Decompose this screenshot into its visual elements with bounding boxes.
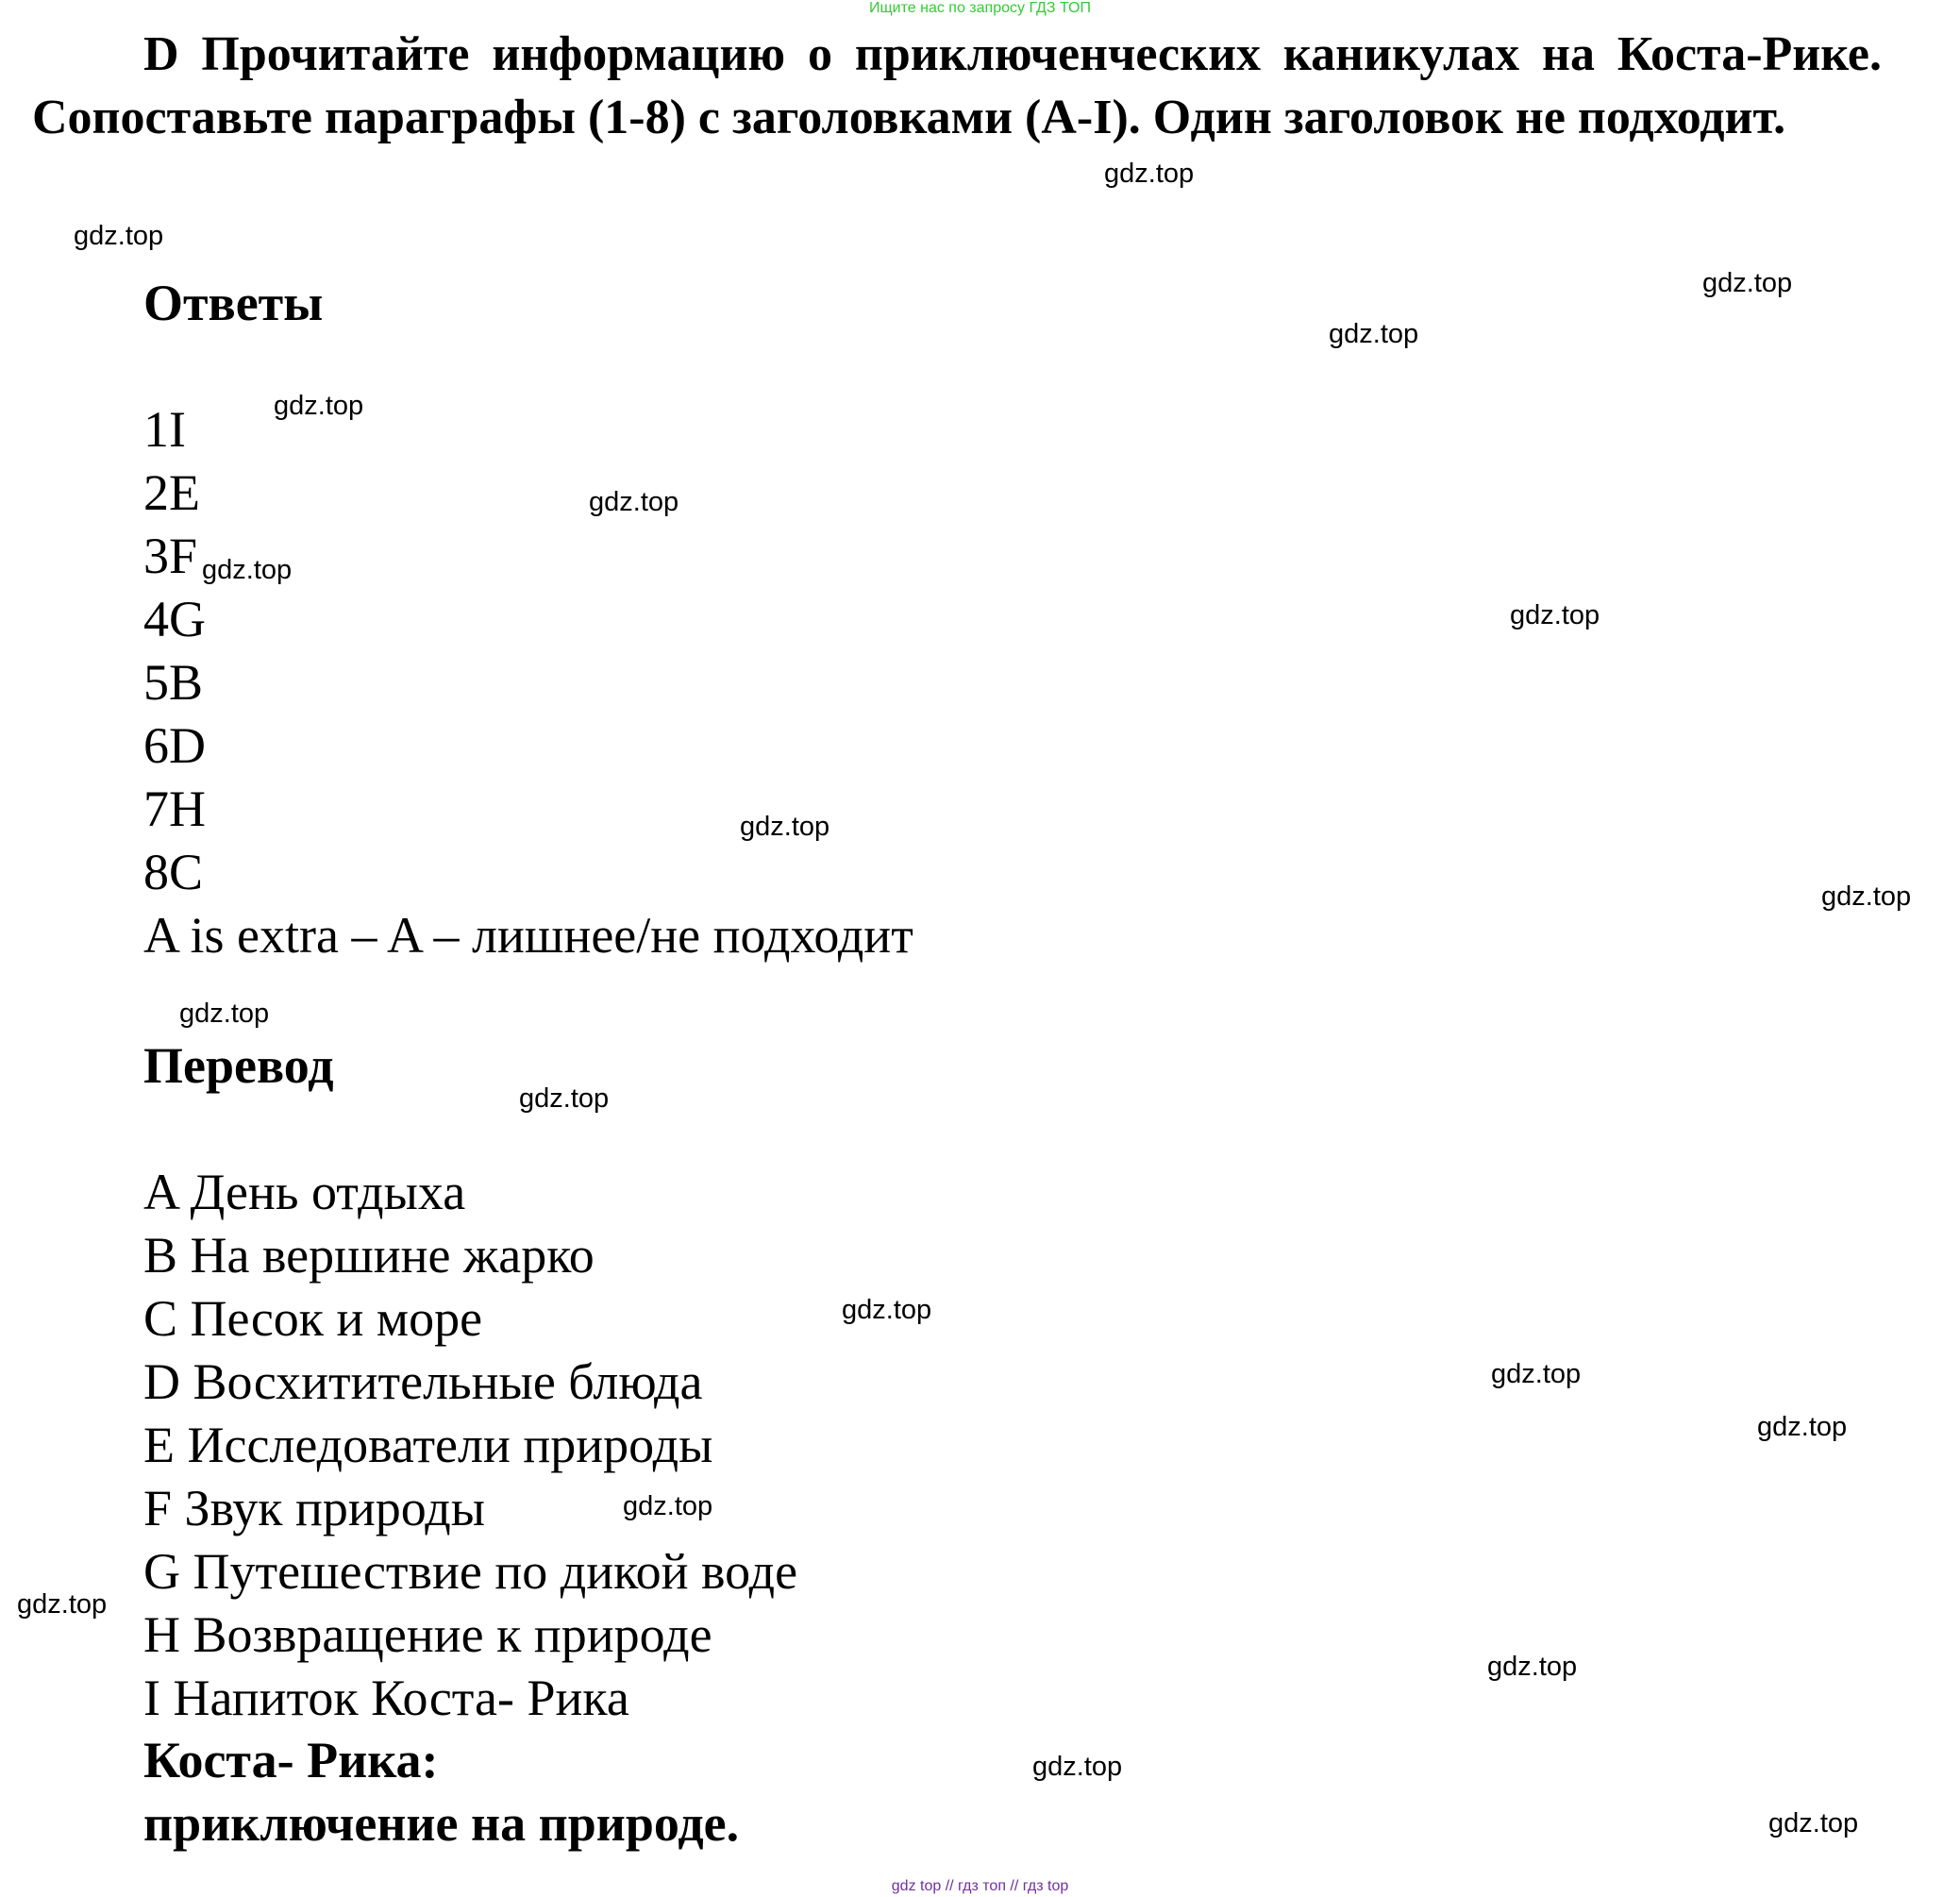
watermark: gdz.top (519, 1083, 610, 1114)
watermark: gdz.top (1510, 600, 1600, 630)
watermark: gdz.top (17, 1589, 108, 1620)
answer-item: 1I (143, 401, 186, 458)
watermark: gdz.top (1768, 1808, 1859, 1838)
translation-item: F Звук природы (143, 1480, 485, 1536)
answer-item: 6D (143, 717, 206, 774)
article-title (143, 1729, 739, 1855)
top-banner: Ищите нас по запросу ГДЗ ТОП (869, 0, 1091, 16)
article-title-line1: Коста- Рика: (143, 1732, 439, 1788)
answer-item: 7H (143, 781, 206, 837)
translation-item: A День отдыха (143, 1164, 466, 1220)
article-title-line2: приключение на природе. (143, 1795, 740, 1852)
watermark: gdz.top (1032, 1752, 1123, 1782)
watermark: gdz.top (274, 391, 364, 421)
watermark: gdz.top (202, 555, 293, 585)
watermark: gdz.top (740, 812, 830, 842)
watermark: gdz.top (1821, 881, 1912, 912)
answer-extra-note: A is extra – A – лишнее/не подходит (143, 907, 913, 964)
watermark: gdz.top (842, 1295, 932, 1325)
translation-item: E Исследователи природы (143, 1417, 713, 1473)
watermark: gdz.top (589, 487, 679, 517)
translations-list (143, 1161, 797, 1730)
answers-heading: Ответы (143, 275, 324, 331)
watermark: gdz.top (1702, 268, 1793, 298)
watermark: gdz.top (1487, 1652, 1578, 1682)
watermark: gdz.top (74, 221, 164, 251)
translation-item: B На вершине жарко (143, 1227, 595, 1284)
answer-item: 3F (143, 528, 198, 584)
answers-list (143, 398, 913, 967)
task-instruction: D Прочитайте информацию о приключенческих каникулах на Коста-Рике. Сопоставьте параграфы (1-8) с заголовками (A-I). Один заголовок не подходит. (32, 27, 1882, 144)
translation-item: H Возвращение к природе (143, 1606, 712, 1663)
translation-item: I Напиток Коста- Рика (143, 1670, 629, 1726)
answer-item: 8C (143, 844, 204, 900)
watermark: gdz.top (1104, 159, 1195, 189)
watermark: gdz.top (1757, 1412, 1848, 1442)
watermark: gdz.top (1491, 1359, 1582, 1389)
footer: gdz top // гдз топ // гдз top (891, 1878, 1069, 1894)
translation-item: C Песок и море (143, 1290, 483, 1347)
answer-item: 5B (143, 654, 204, 711)
watermark: gdz.top (623, 1491, 713, 1521)
watermark: gdz.top (179, 999, 270, 1029)
translation-heading: Перевод (143, 1037, 334, 1094)
answer-item: 4G (143, 591, 206, 647)
answer-item: 2E (143, 464, 200, 521)
watermark: gdz.top (1329, 319, 1419, 349)
translation-item: G Путешествие по дикой воде (143, 1543, 798, 1600)
translation-item: D Восхитительные блюда (143, 1353, 703, 1410)
